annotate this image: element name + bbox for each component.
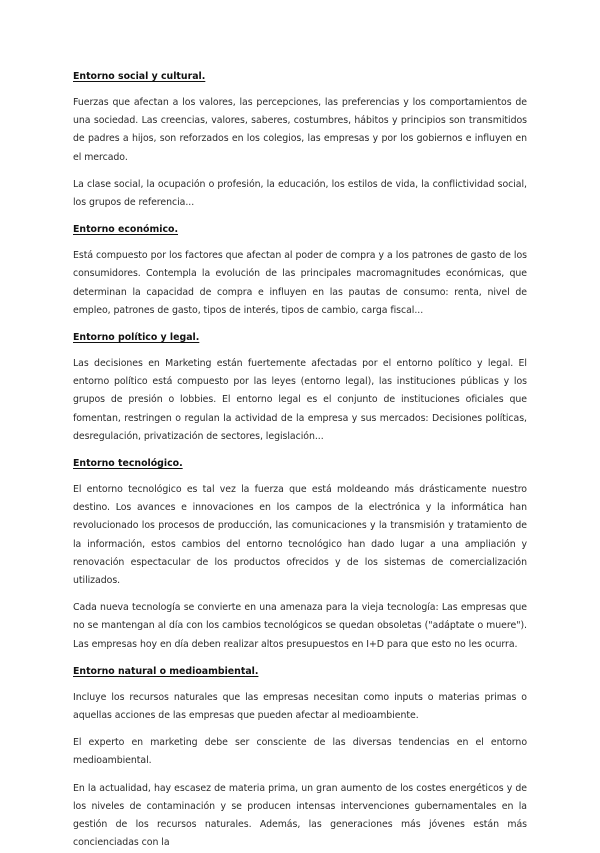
- section-heading-political-legal: Entorno político y legal.: [73, 332, 200, 344]
- section-heading-social: Entorno social y cultural.: [73, 71, 206, 82]
- paragraph: Fuerzas que afectan a los valores, las percepciones, las preferencias y los comportamientos de una sociedad. Las creencias, valores, saberes, costumbres, hábitos y principios son transmitidos de padres a hijos, son reforzados en los colegios, las empresas y por los gobiernos e influyen en el mercado.: [73, 97, 527, 163]
- paragraph: El entorno tecnológico es tal vez la fuerza que está moldeando más drásticamente nuestro destino. Los avances e innovaciones en los campos de la electrónica y la informática han revolucionado los procesos de producción, las comunicaciones y la transmisión y tratamiento de la información, estos cambios del entorno tecnológico han dado lugar a una ampliación y renovación espectacular de los productos ofrecidos y de los sistemas de comercialización utilizados.: [73, 484, 527, 587]
- paragraph: Está compuesto por los factores que afectan al poder de compra y a los patrones de gasto de los consumidores. Contempla la evolución de las principales macromagnitudes económicas, que determinan la capacidad de compra e influyen en las pautas de consumo: renta, nivel de empleo, patrones de gasto, tipos de interés, tipos de cambio, carga fiscal...: [73, 250, 527, 316]
- section-heading-technological: Entorno tecnológico.: [73, 458, 183, 470]
- paragraph: Cada nueva tecnología se convierte en una amenaza para la vieja tecnología: Las empresas que no se mantengan al día con los cambios tecnológicos se quedan obsoletas ("adáptate o muere"). Las empresas hoy en día deben realizar altos presupuestos en I+D para que esto no les ocurra.: [73, 602, 527, 650]
- document-page: [73, 68, 527, 853]
- paragraph: En la actualidad, hay escasez de materia prima, un gran aumento de los costes energéticos y de los niveles de contaminación y se producen intensas intervenciones gubernamentales en la gestión de los recursos naturales. Además, las generaciones más jóvenes están más concienciadas con la: [73, 782, 527, 849]
- paragraph: El experto en marketing debe ser consciente de las diversas tendencias en el entorno medioambiental.: [73, 737, 527, 767]
- section-heading-environmental: Entorno natural o medioambiental.: [73, 665, 259, 677]
- paragraph: Incluye los recursos naturales que las empresas necesitan como inputs o materias primas o aquellas acciones de las empresas que pueden afectar al medioambiente.: [73, 691, 527, 722]
- paragraph: La clase social, la ocupación o profesión, la educación, los estilos de vida, la conflictividad social, los grupos de referencia...: [73, 178, 527, 209]
- paragraph: Las decisiones en Marketing están fuertemente afectadas por el entorno político y legal. El entorno político está compuesto por las leyes (entorno legal), las instituciones públicas y los grupos de presión o lobbies. El entorno legal es el conjunto de instituciones oficiales que fomentan, restringen o regulan la actividad de la empresa y sus mercados: Decisiones políticas, desregulación, privatización de sectores, legislación...: [73, 358, 527, 442]
- section-heading-economic: Entorno económico.: [73, 224, 179, 236]
